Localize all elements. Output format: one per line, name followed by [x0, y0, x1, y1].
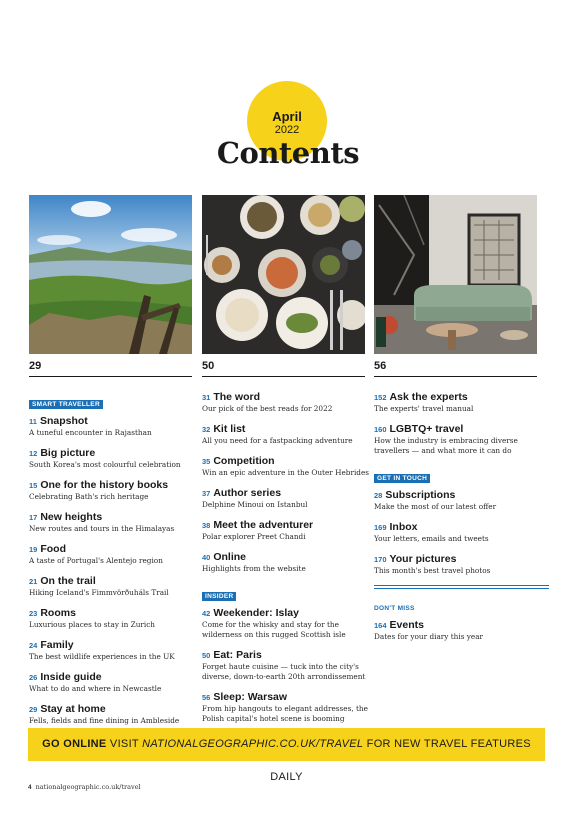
- contents-entry[interactable]: 23 Rooms Luxurious places to stay in Zurich: [29, 607, 156, 629]
- contents-entry[interactable]: 152 Ask the experts The experts' travel manual: [374, 391, 474, 413]
- contents-entry[interactable]: 17 New heights New routes and tours in the Himalayas: [29, 511, 175, 533]
- contents-column-3: [374, 391, 549, 651]
- photo-page-number: 29: [29, 360, 42, 372]
- contents-entry[interactable]: 28 Subscriptions Make the most of our latest offer: [374, 489, 497, 511]
- section-tag-smart-traveller: SMART TRAVELLER: [29, 400, 103, 409]
- contents-entry[interactable]: 38 Meet the adventurer Polar explorer Preet Chandi: [202, 519, 314, 541]
- contents-entry[interactable]: 32 Kit list All you need for a fastpacking adventure: [202, 423, 353, 445]
- section-tag-get-in-touch: GET IN TOUCH: [374, 474, 430, 483]
- page-title: Contents: [216, 136, 360, 170]
- contents-entry[interactable]: 56 Sleep: Warsaw From hip hangouts to elegant addresses, the Polish capital's hotel scene is booming: [202, 691, 368, 723]
- contents-entry[interactable]: 35 Competition Win an epic adventure in the Outer Hebrides: [202, 455, 370, 477]
- contents-entry[interactable]: 169 Inbox Your letters, emails and tweets: [374, 521, 489, 543]
- contents-entry[interactable]: 26 Inside guide What to do and where in Newcastle: [29, 671, 162, 693]
- go-online-banner[interactable]: [28, 728, 545, 783]
- column-divider: [374, 376, 537, 377]
- contents-column-2: [202, 391, 377, 733]
- footer-site: nationalgeographic.co.uk/travel: [35, 783, 141, 791]
- contents-entry[interactable]: 42 Weekender: Islay Come for the whisky and stay for the wilderness on this rugged Scottish isle: [202, 607, 346, 639]
- issue-month: April: [272, 109, 302, 124]
- hotel-lounge-photo[interactable]: [374, 195, 537, 354]
- contents-entry[interactable]: 40 Online Highlights from the website: [202, 551, 306, 573]
- banner-lead: GO ONLINE: [42, 738, 107, 750]
- contents-entry[interactable]: 50 Eat: Paris Forget haute cuisine — tuck into the city's diverse, down-to-earth 20th arrondissement: [202, 649, 366, 681]
- section-tag-insider: INSIDER: [202, 592, 236, 601]
- lake-landscape-photo[interactable]: [29, 195, 192, 354]
- photo-page-number: 56: [374, 360, 387, 372]
- food-table-photo[interactable]: [202, 195, 365, 354]
- contents-column-1: [29, 391, 204, 735]
- folio-page-number: 4: [28, 784, 32, 791]
- contents-entry[interactable]: 19 Food A taste of Portugal's Alentejo region: [29, 543, 163, 565]
- contents-entry[interactable]: 12 Big picture South Korea's most colourful celebration: [29, 447, 181, 469]
- contents-entry[interactable]: 31 The word Our pick of the best reads for 2022: [202, 391, 333, 413]
- banner-mid: VISIT: [106, 738, 143, 750]
- column-divider: [202, 376, 365, 377]
- contents-entry[interactable]: 29 Stay at home Fells, fields and fine dining in Ambleside: [29, 703, 180, 725]
- contents-entry[interactable]: 24 Family The best wildlife experiences in the UK: [29, 639, 175, 661]
- double-rule-divider: [374, 585, 549, 589]
- contents-entry[interactable]: 164 Events Dates for your diary this year: [374, 619, 484, 641]
- banner-tail: FOR NEW TRAVEL FEATURES DAILY: [270, 738, 531, 783]
- photo-page-number: 50: [202, 360, 215, 372]
- contents-entry[interactable]: 37 Author series Delphine Minoui on Istanbul: [202, 487, 308, 509]
- contents-entry[interactable]: 15 One for the history books Celebrating Bath's rich heritage: [29, 479, 169, 501]
- contents-entry[interactable]: 21 On the trail Hiking Iceland's Fimmvörðuháls Trail: [29, 575, 169, 597]
- contents-entry[interactable]: 170 Your pictures This month's best travel photos: [374, 553, 491, 575]
- issue-year: 2022: [274, 124, 300, 136]
- contents-entry[interactable]: 11 Snapshot A tuneful encounter in Rajasthan: [29, 415, 152, 437]
- contents-entry[interactable]: 160 LGBTQ+ travel How the industry is embracing diverse travellers — and what more it can do: [374, 423, 518, 455]
- column-divider: [29, 376, 192, 377]
- page-footer: [28, 783, 141, 791]
- banner-url-link[interactable]: NATIONALGEOGRAPHIC.CO.UK/TRAVEL: [142, 738, 364, 750]
- section-tag-dont-miss: DON'T MISS: [374, 605, 415, 612]
